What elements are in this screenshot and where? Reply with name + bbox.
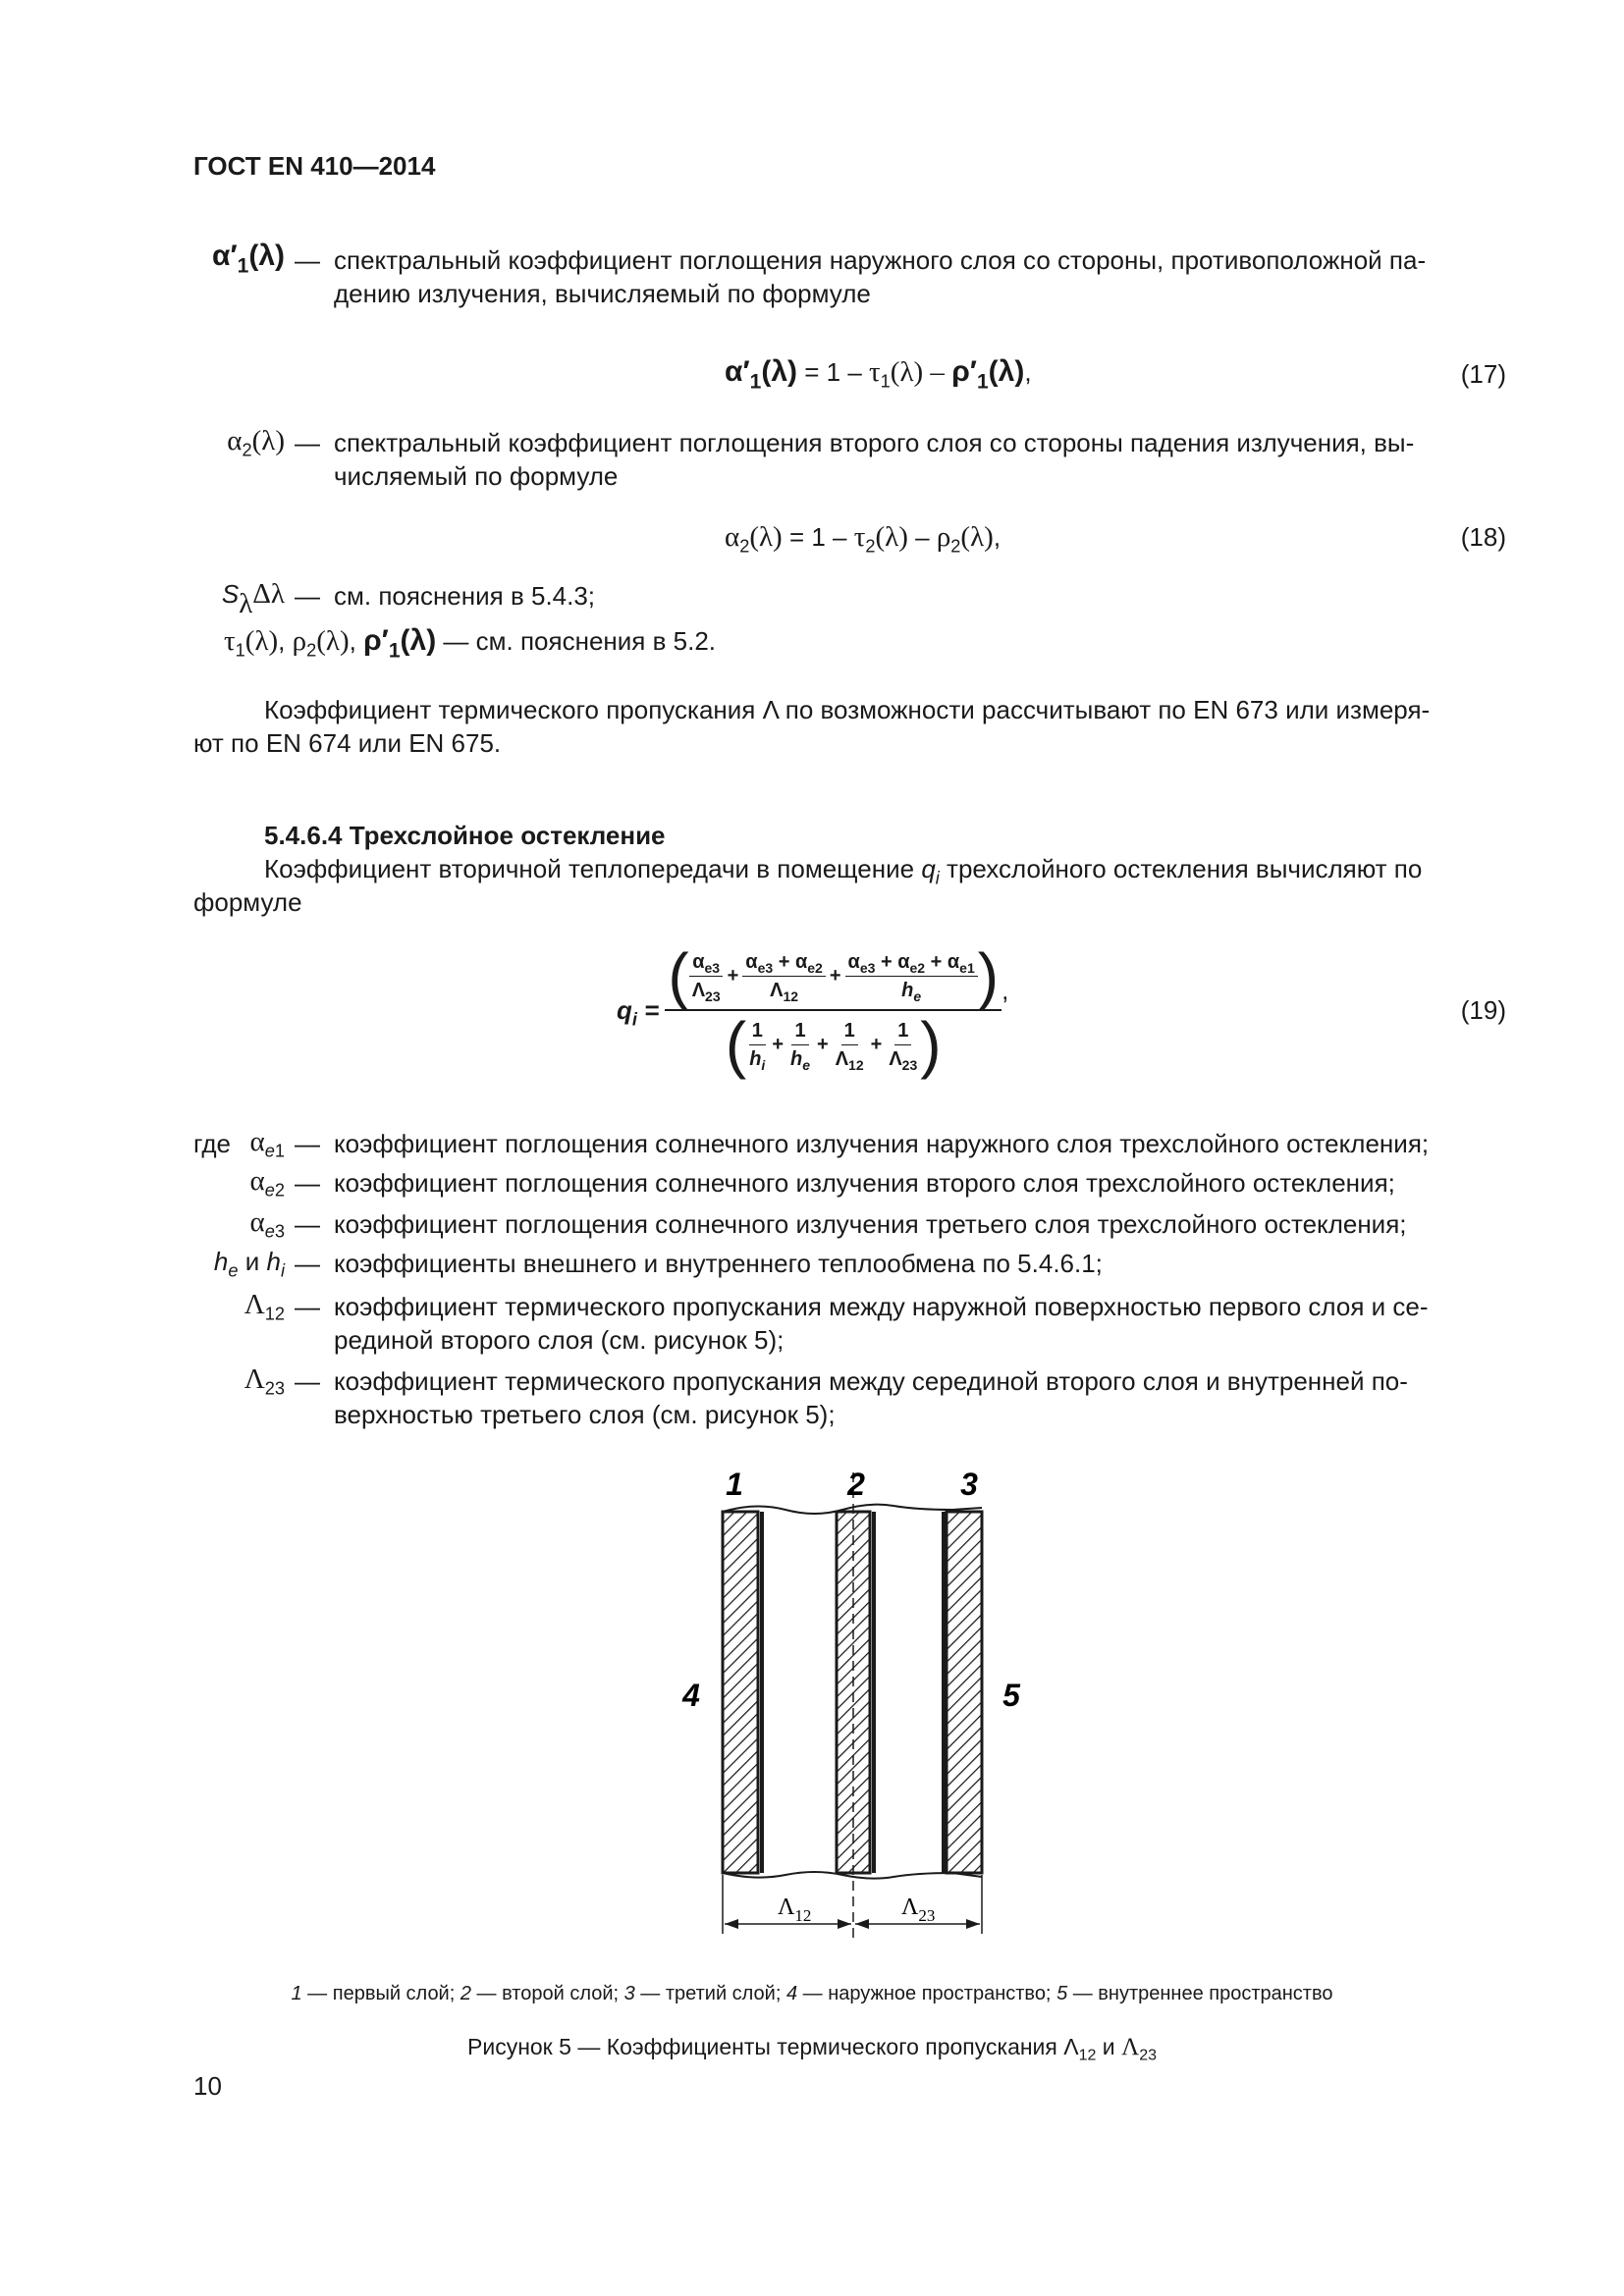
symbols-tau-rho: $\tau_1(\lambda)$, $\rho_2(\lambda)$, $\rho'_1(\lambda)$ — см. пояснения в 5.2. xyxy=(224,624,717,663)
equation-18: $\alpha_2(\lambda) = 1 - \tau_2(\lambda) - \rho_2(\lambda)$, xyxy=(725,521,1001,557)
definition-tau-rho: см. пояснения в 5.2. xyxy=(475,626,717,656)
symbol-alpha1-prime: $\alpha'_1(\lambda)$ xyxy=(212,240,285,278)
dash: — xyxy=(295,1249,320,1278)
symbol-alpha-e1: $\alpha_{e1}$ xyxy=(249,1126,285,1161)
equation-number-18: (18) xyxy=(1460,522,1506,552)
where-prefix: где xyxy=(193,1129,231,1158)
equation-number-17: (17) xyxy=(1460,359,1506,389)
layer-3-glass xyxy=(947,1512,982,1873)
equation-19: $q_i$ = ( $\frac{\alpha_{e3}}{\Lambda_{23}}$ + $\frac{\alpha_{e3} + \alpha_{e2}}{\Lambda_{12}}$ + $\frac{\alpha_{e3} + \alpha_{e2} + \alpha_{e1}}{h_e}$ ) ( $\frac{1}{h_i}$ + $\frac{1}{h_e}$ + $\frac{1}{\Lambda_{12}}$ + $\frac{1}{\Lambda_{23}}$ ) , xyxy=(617,940,1009,1080)
definition-lambda-12: коэффициент термического пропускания между наружной поверхностью первого слоя и се- рединой второго слоя (см. рисунок 5); xyxy=(334,1292,1429,1355)
definition-alpha-e3: коэффициент поглощения солнечного излучения третьего слоя трехслойного остекления; xyxy=(334,1209,1407,1239)
dash: — xyxy=(295,1292,320,1321)
symbol-s-lambda: $S_\lambda\Delta\lambda$ xyxy=(221,578,285,620)
dash: — xyxy=(295,1168,320,1198)
dash: — xyxy=(295,428,320,457)
definition-alpha-e1: коэффициент поглощения солнечного излучения наружного слоя трехслойного остекления; xyxy=(334,1129,1430,1158)
definition-alpha-e2: коэффициент поглощения солнечного излучения второго слоя трехслойного остекления; xyxy=(334,1168,1395,1198)
section-intro: Коэффициент вторичной теплопередачи в помещение $q_i$ трехслойного остекления вычисляют по формуле xyxy=(193,854,1423,917)
dimension-label-lambda-12: $\Lambda_{12}$ xyxy=(778,1895,812,1925)
dimension-label-lambda-23: $\Lambda_{23}$ xyxy=(901,1895,936,1925)
figure-5-diagram xyxy=(668,1453,1041,1953)
figure-label-2: 2 xyxy=(847,1467,865,1502)
definition-alpha1-prime: спектральный коэффициент поглощения наружного слоя со стороны, противоположной па- дению излучения, вычисляемый по формуле xyxy=(334,245,1427,308)
layer-1-glass xyxy=(723,1512,758,1873)
figure-label-5: 5 xyxy=(1002,1678,1020,1713)
document-code: ГОСТ EN 410—2014 xyxy=(193,151,436,181)
dash: — xyxy=(295,1366,320,1396)
equation-17: $\alpha'_1(\lambda) = 1 - \tau_1(\lambda) - \rho'_1(\lambda)$, xyxy=(725,355,1032,394)
dash: — xyxy=(295,1129,320,1158)
symbol-alpha-e2: $\alpha_{e2}$ xyxy=(249,1165,285,1201)
definition-s-lambda: см. пояснения в 5.4.3; xyxy=(334,581,596,611)
figure-label-3: 3 xyxy=(960,1467,978,1502)
figure-label-1: 1 xyxy=(726,1467,743,1502)
definition-lambda-23: коэффициент термического пропускания между серединой второго слоя и внутренней по- верхностью третьего слоя (см. рисунок 5); xyxy=(334,1366,1408,1429)
paragraph-thermal-transmission: Коэффициент термического пропускания Λ по возможности рассчитывают по EN 673 или измеря- ют по EN 674 или EN 675. xyxy=(193,695,1431,758)
definition-alpha2: спектральный коэффициент поглощения второго слоя со стороны падения излучения, вы- числяемый по формуле xyxy=(334,428,1415,491)
figure-caption: Рисунок 5 — Коэффициенты термического пропускания $\Lambda_{12}$ и $\Lambda_{23}$ xyxy=(467,2034,1157,2064)
dash: — xyxy=(295,581,320,611)
symbol-lambda-12: $\Lambda_{12}$ xyxy=(244,1289,285,1324)
figure-label-4: 4 xyxy=(682,1678,700,1713)
symbol-alpha-e3: $\alpha_{e3}$ xyxy=(249,1206,285,1242)
dash: — xyxy=(295,1209,320,1239)
symbol-lambda-23: $\Lambda_{23}$ xyxy=(244,1363,285,1399)
page-number: 10 xyxy=(193,2071,222,2101)
section-heading: 5.4.6.4 Трехслойное остекление xyxy=(264,821,666,850)
dash: — xyxy=(295,245,320,275)
equation-number-19: (19) xyxy=(1460,995,1506,1025)
symbol-alpha2: $\alpha_2(\lambda)$ xyxy=(227,425,285,460)
definition-he-hi: коэффициенты внешнего и внутреннего теплообмена по 5.4.6.1; xyxy=(334,1249,1103,1278)
symbol-he-hi: $h_e$ и $h_i$ xyxy=(213,1247,285,1281)
figure-legend: 1 — первый слой; 2 — второй слой; 3 — третий слой; 4 — наружное пространство; 5 — внутреннее пространство xyxy=(291,1983,1333,2004)
